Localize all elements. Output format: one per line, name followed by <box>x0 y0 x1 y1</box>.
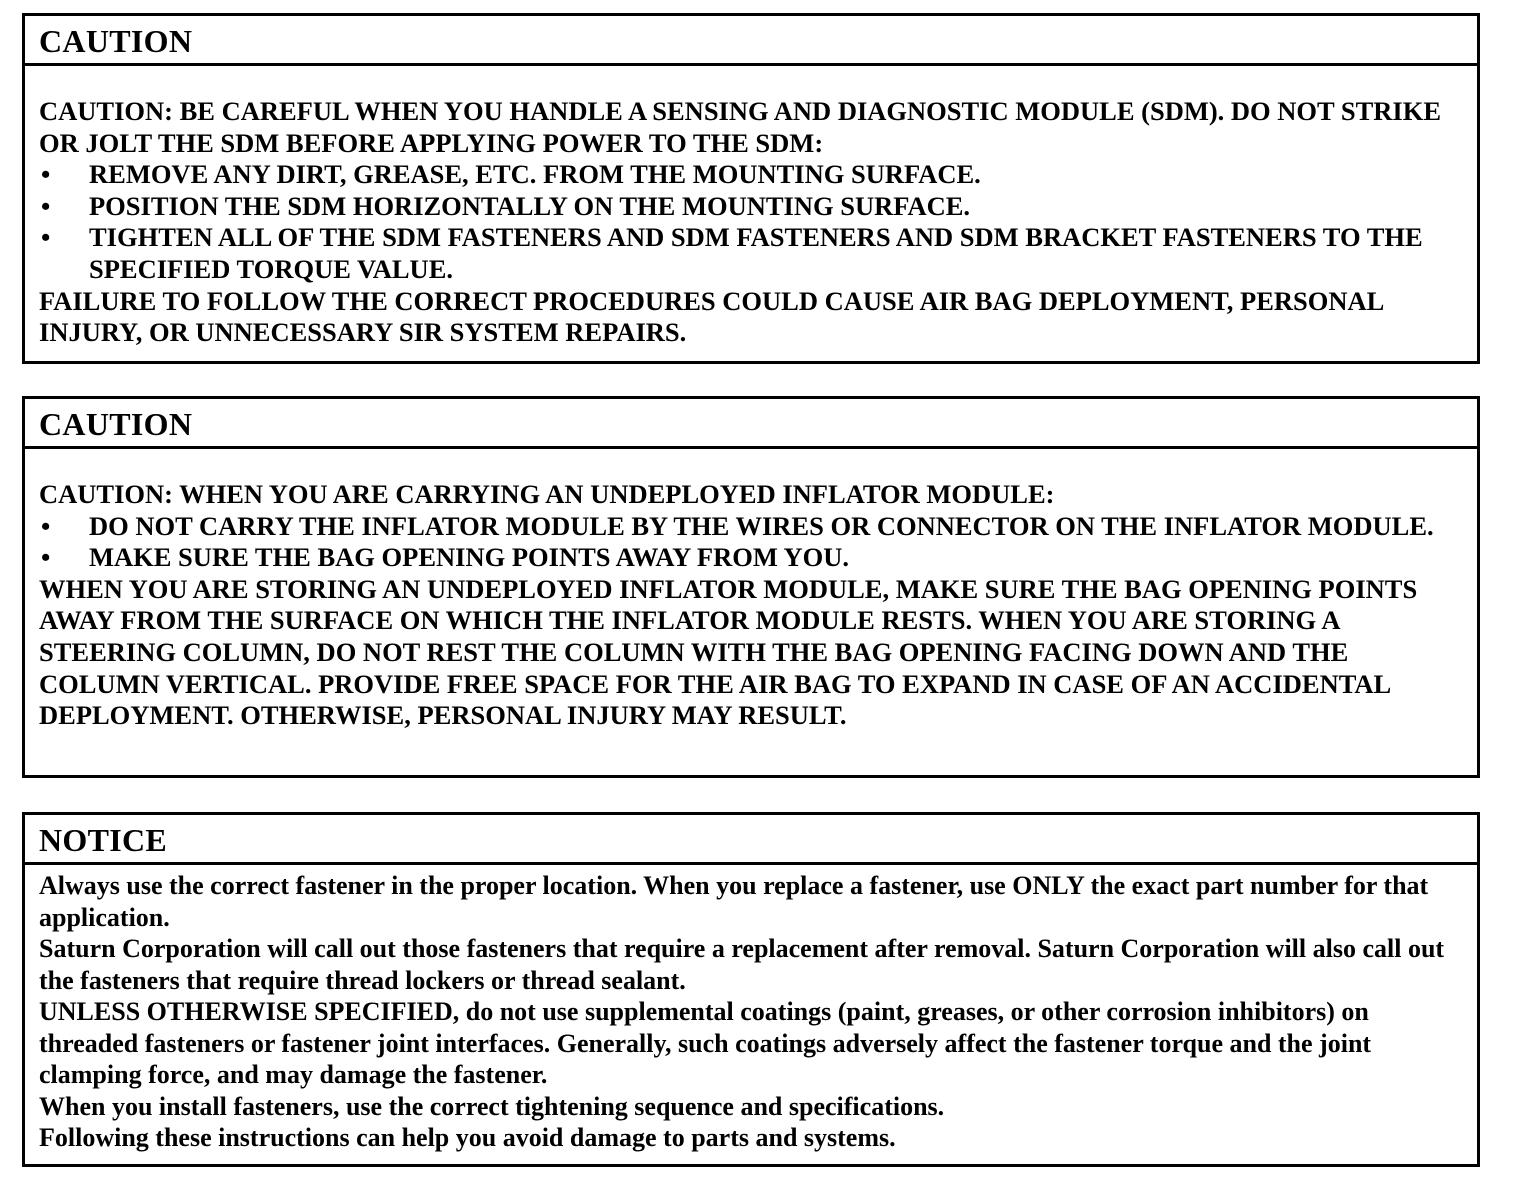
bullet-icon: • <box>41 190 51 221</box>
caution-header: CAUTION <box>25 399 1477 449</box>
notice-paragraph: Following these instructions can help you avoid damage to parts and systems. <box>39 1123 896 1152</box>
caution-bullet-list <box>39 159 1463 285</box>
bullet-text: DO NOT CARRY THE INFLATOR MODULE BY THE WIRES OR CONNECTOR ON THE INFLATOR MODULE. <box>89 510 1434 541</box>
bullet-item <box>39 542 1463 574</box>
bullet-item <box>39 222 1463 285</box>
bullet-icon: • <box>41 542 51 573</box>
bullet-text: REMOVE ANY DIRT, GREASE, ETC. FROM THE MOUNTING SURFACE. <box>89 159 981 190</box>
bullet-item <box>39 511 1463 543</box>
bullet-item <box>39 159 1463 191</box>
bullet-icon: • <box>41 510 51 541</box>
caution-box-inflator <box>22 396 1480 778</box>
bullet-icon: • <box>41 222 51 253</box>
notice-header: NOTICE <box>25 815 1477 865</box>
caution-intro: CAUTION: WHEN YOU ARE CARRYING AN UNDEPLOYED INFLATOR MODULE: <box>39 479 1055 509</box>
caution-bullet-list <box>39 511 1463 574</box>
bullet-text: POSITION THE SDM HORIZONTALLY ON THE MOUNTING SURFACE. <box>89 190 971 221</box>
caution-body <box>25 449 1477 732</box>
bullet-item <box>39 191 1463 223</box>
caution-box-sdm <box>22 13 1480 364</box>
notice-paragraph: Saturn Corporation will call out those fasteners that require a replacement after removal. Saturn Corporation will also call out the fasteners that require thread lockers or thread sealant. <box>39 934 1445 995</box>
bullet-icon: • <box>41 159 51 190</box>
notice-box-fasteners <box>22 812 1480 1167</box>
bullet-text: MAKE SURE THE BAG OPENING POINTS AWAY FROM YOU. <box>89 542 850 573</box>
caution-intro: CAUTION: BE CAREFUL WHEN YOU HANDLE A SENSING AND DIAGNOSTIC MODULE (SDM). DO NOT STRIKE OR JOLT THE SDM BEFORE APPLYING POWER TO THE SDM: <box>39 96 1442 158</box>
caution-outro: FAILURE TO FOLLOW THE CORRECT PROCEDURES COULD CAUSE AIR BAG DEPLOYMENT, PERSONAL INJURY, OR UNNECESSARY SIR SYSTEM REPAIRS. <box>39 285 1383 348</box>
caution-outro: WHEN YOU ARE STORING AN UNDEPLOYED INFLATOR MODULE, MAKE SURE THE BAG OPENING POINTS AWAY FROM THE SURFACE ON WHICH THE INFLATOR MODULE RESTS. WHEN YOU ARE STORING A STEERING COLUMN, DO NOT REST THE COLUMN WITH THE BAG OPENING FACING DOWN AND THE COLUMN VERTICAL. PROVIDE FREE SPACE FOR THE AIR BAG TO EXPAND IN CASE OF AN ACCIDENTAL DEPLOYMENT. OTHERWISE, PERSONAL INJURY MAY RESULT. <box>39 573 1418 731</box>
notice-paragraph: UNLESS OTHERWISE SPECIFIED, do not use supplemental coatings (paint, greases, or other corrosion inhibitors) on threaded fasteners or fastener joint interfaces. Generally, such coatings adversely affect the fastener torque and the joint clamping force, and may damage the fastener. <box>39 997 1372 1089</box>
notice-body <box>25 865 1477 1154</box>
bullet-text: TIGHTEN ALL OF THE SDM FASTENERS AND SDM FASTENERS AND SDM BRACKET FASTENERS TO THE SPECIFIED TORQUE VALUE. <box>89 222 1423 284</box>
caution-header: CAUTION <box>25 16 1477 66</box>
notice-paragraph: Always use the correct fastener in the proper location. When you replace a fastener, use ONLY the exact part number for that application. <box>39 871 1429 932</box>
notice-paragraph: When you install fasteners, use the correct tightening sequence and specifications. <box>39 1091 945 1121</box>
caution-body <box>25 66 1477 349</box>
